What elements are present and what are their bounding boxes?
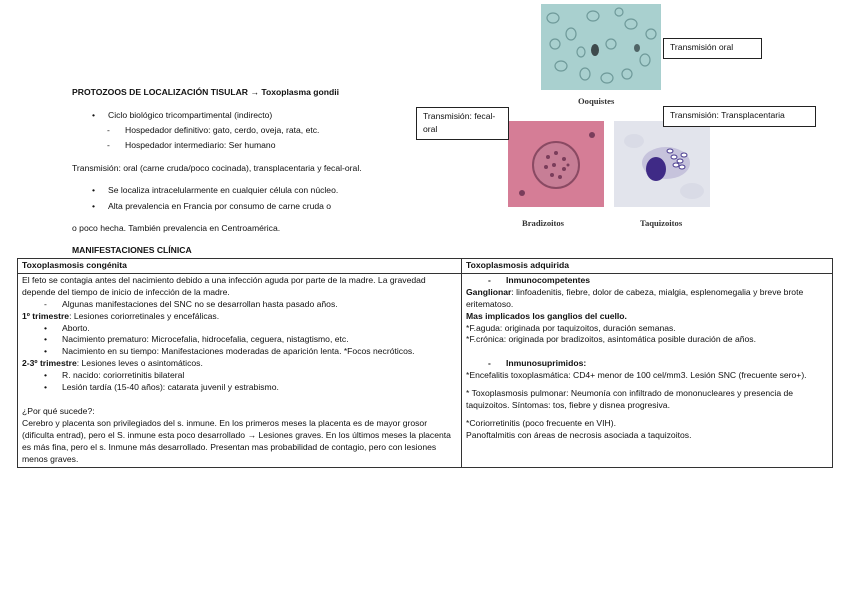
- trimestre-1-label: 1º trimestre: [22, 310, 70, 321]
- bradizoitos-image: [508, 121, 604, 207]
- congenita-snc-note: - Algunas manifestaciones del SNC no se desarrollan hasta pasado años.: [22, 299, 457, 311]
- label-transmision-transplacentaria: Transmisión: Transplacentaria: [663, 106, 816, 127]
- trimestre-2-3-label: 2-3º trimestre: [22, 358, 77, 369]
- label-transmision-fecal-oral: Transmisión: fecal-oral: [416, 107, 509, 140]
- list-item: • Nacimiento prematuro: Microcefalia, hidrocefalia, ceguera, nistagtismo, etc.: [22, 334, 457, 346]
- congenita-intro: El feto se contagia antes del nacimiento debido a una infección aguda por parte de la madre. La gravedad depende del tiempo de inicio de infección de la madre.: [22, 274, 426, 297]
- taquizoitos-image: [614, 121, 710, 207]
- header-adquirida: Toxoplasmosis adquirida: [462, 259, 833, 274]
- coriorretinitis: *Coriorretinitis (poco frecuente en VIH).: [466, 417, 616, 428]
- header-congenita: Toxoplasmosis congénita: [18, 259, 462, 274]
- list-item: • Nacimiento en su tiempo: Manifestaciones moderadas de aparición lenta. *Focos necróticos.: [22, 346, 457, 358]
- hospedador-intermediario: - Hospedador intermediario: Ser humano: [125, 140, 275, 150]
- hospedador-definitivo: - Hospedador definitivo: gato, cerdo, oveja, rata, etc.: [125, 125, 319, 135]
- prevalencia-continuation: o poco hecha. También prevalencia en Centroamérica.: [72, 223, 281, 233]
- ganglionar: [466, 287, 828, 311]
- list-item: • Aborto.: [22, 323, 457, 335]
- intracelular-item: • Se localiza intracelularmente en cualquier célula con núcleo.: [108, 185, 338, 195]
- spacer: [466, 346, 828, 358]
- transmision-text: Transmisión: oral (carne cruda/poco cocinada), transplacentaria y fecal-oral.: [72, 163, 362, 173]
- ganglios-cuello: Mas implicados los ganglios del cuello.: [466, 310, 627, 321]
- list-item: • Lesión tardía (15-40 años): catarata juvenil y estrabismo.: [22, 382, 457, 394]
- fase-aguda: *F.aguda: originada por taquizoitos, duración semanas.: [466, 322, 676, 333]
- ganglionar-text: : linfoadenitis, fiebre, dolor de cabeza, mialgia, esplenomegalia y breve brote eritematoso.: [466, 286, 804, 309]
- trimestre-2-3: [22, 358, 457, 370]
- congenita-cell: [18, 273, 462, 467]
- bradizoitos-caption: Bradizoitos: [522, 218, 565, 228]
- inmunocompetentes-heading: - Inmunocompetentes: [466, 275, 828, 287]
- taquizoitos-caption: Taquizoitos: [640, 218, 683, 228]
- por-que-sucede-text: Cerebro y placenta son privilegiados del s. inmune. En los primeros meses la placenta es de mayor grosor (dificulta entrad), pero el S. inmune esta poco desarrollado → Lesiones graves. En los últimos meses la placenta es más fina, pero el s. Inmune más desarrollado. Presentan mas probabilidad de contagio, pero con lesiones menos graves.: [22, 417, 451, 464]
- adquirida-cell: [462, 273, 833, 467]
- label-transmision-oral: Transmisión oral: [663, 38, 762, 59]
- spacer: [22, 394, 457, 406]
- page-title: PROTOZOOS DE LOCALIZACIÓN TISULAR → Toxoplasma gondii: [72, 87, 340, 97]
- ciclo-item: • Ciclo biológico tricompartimental (indirecto): [108, 110, 272, 120]
- toxoplasmosis-pulmonar: * Toxoplasmosis pulmonar: Neumonía con infiltrado de mononucleares y presencia de taquizoitos. Síntomas: tos, fiebre y disnea progresiva.: [466, 388, 794, 411]
- panoftalmitis: Panoftalmitis con áreas de necrosis asociada a taquizoitos.: [466, 429, 692, 440]
- por-que-sucede-heading: ¿Por qué sucede?:: [22, 405, 95, 416]
- encefalitis: *Encefalitis toxoplasmática: CD4+ menor de 100 cel/mm3. Lesión SNC (frecuente sero+).: [466, 370, 807, 381]
- table-row: [18, 273, 833, 467]
- list-item: • R. nacido: coriorretinitis bilateral: [22, 370, 457, 382]
- table-header-row: [18, 259, 833, 274]
- trimestre-1: [22, 311, 457, 323]
- inmunosuprimidos-heading: - Inmunosuprimidos:: [466, 358, 828, 370]
- taquizoitos-micrograph: [614, 121, 710, 207]
- ganglionar-label: Ganglionar: [466, 286, 512, 297]
- bradizoitos-micrograph: [508, 121, 604, 207]
- manifestaciones-table: [17, 258, 833, 468]
- trimestre-2-3-text: : Lesiones leves o asintomáticos.: [76, 358, 203, 369]
- trimestre-1-text: : Lesiones coriorretinales y encefálicas.: [69, 310, 220, 321]
- section-heading-manifestaciones: MANIFESTACIONES CLÍNICA: [72, 245, 192, 255]
- prevalencia-item: • Alta prevalencia en Francia por consumo de carne cruda o: [108, 201, 331, 211]
- ooquistes-micrograph: [541, 4, 661, 90]
- fase-cronica: *F.crónica: originada por bradizoitos, asintomática posible duración de años.: [466, 334, 756, 345]
- ooquistes-caption: Ooquistes: [578, 96, 615, 106]
- ooquistes-image: [541, 4, 661, 90]
